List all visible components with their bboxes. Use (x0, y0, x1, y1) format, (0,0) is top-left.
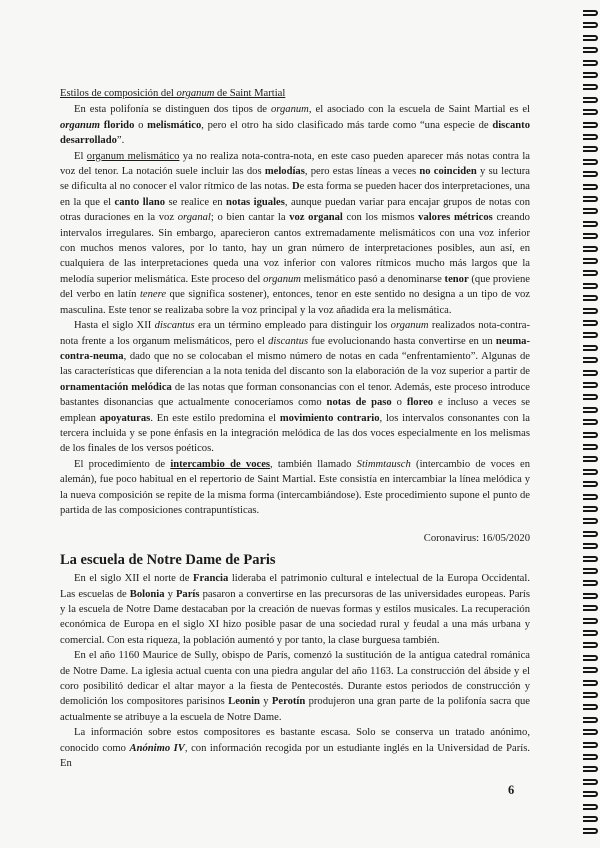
page-content (60, 86, 530, 771)
binding-ring (583, 667, 598, 673)
binding-ring (583, 729, 598, 735)
binding-ring (583, 717, 598, 723)
binding-ring (583, 593, 598, 599)
binding-ring (583, 332, 598, 338)
binding-ring (583, 208, 598, 214)
binding-ring (583, 630, 598, 636)
paragraph-organum-melismatico: El organum melismático ya no realiza nota-contra-nota, en este caso pueden aparecer más notas contra la voz del tenor. La notación suele incluir las dos melodías, pero estas líneas a veces no coinciden y su lectura se dificulta al no conocer el valor rítmico de las notas. De esta forma se pueden hacer dos interpretaciones, una en la que el canto llano se realice en notas iguales, aunque puedan variar para encajar grupos de notas con otras duraciones en la voz organal; o bien cantar la voz organal con los mismos valores métricos creando intervalos irregulares. Sin embargo, aparecieron cantos extremadamente melismáticos con una voz inferior con muchos menos valores, por lo tanto, hay un gran número de interpretaciones posibles, aun así, en cualquiera de las interpretaciones queda una voz inferior con valores rítmicos mucho más largos que la melodía superior melismática. Este proceso del organum melismático pasó a denominarse tenor (que proviene del verbo en latín tenere que significa sostener), entonces, tenor en este sentido no designa a un tipo de voz masculina. Este tenor se realizaba sobre la voz principal y la voz añadida era la melismática. (60, 150, 530, 316)
binding-ring (583, 704, 598, 710)
binding-ring (583, 122, 598, 128)
binding-ring (583, 766, 598, 772)
binding-ring (583, 22, 598, 28)
binding-ring (583, 233, 598, 239)
binding-ring (583, 283, 598, 289)
binding-ring (583, 184, 598, 190)
binding-ring (583, 171, 598, 177)
binding-ring (583, 308, 598, 314)
binding-ring (583, 816, 598, 822)
binding-ring (583, 568, 598, 574)
binding-ring (583, 456, 598, 462)
binding-ring (583, 543, 598, 549)
binding-ring (583, 494, 598, 500)
binding-ring (583, 221, 598, 227)
paragraph-francia: En el siglo XII el norte de Francia lideraba el patrimonio cultural e intelectual de la Europa Occidental. Las escuelas de Bolonia y París pasaron a convertirse en las precursoras de las universidades europeas. París y la escuela de Notre Dame destacaban por la creación de nuevas formas y estilos musicales. La recuperación económica de Europa en el siglo XI hizo posible pasar de una sociedad rural y feudal a una más urbana y comercial. Con esta riqueza, la población aumentó y por tanto, la clase burguesa también. (60, 573, 530, 646)
binding-ring (583, 432, 598, 438)
binding-ring (583, 97, 598, 103)
paragraph-maurice-de-sully: En el año 1160 Maurice de Sully, obispo de París, comenzó la sustitución de la antigua catedral románica de Notre Dame. La iglesia actual cuenta con una piedra angular del año 1163. La construcción del ábside y el coro posibilitó dedicar el altar mayor a la fiesta de Pentecostés. Durante estos periodos de construcción y demolición los compositores parisinos Leonin y Perotín produjeron una gran parte de la polifonía sacra que actualmente se atribuye a la escuela de Notre Dame. (60, 650, 530, 723)
binding-ring (583, 258, 598, 264)
binding-ring (583, 655, 598, 661)
binding-ring (583, 804, 598, 810)
binding-ring (583, 357, 598, 363)
binding-ring (583, 742, 598, 748)
binding-ring (583, 481, 598, 487)
binding-ring (583, 270, 598, 276)
binding-ring (583, 419, 598, 425)
binding-ring (583, 754, 598, 760)
binding-ring (583, 791, 598, 797)
binding-ring (583, 134, 598, 140)
binding-ring (583, 295, 598, 301)
binding-ring (583, 605, 598, 611)
binding-ring (583, 10, 598, 16)
section-heading-saint-martial: Estilos de composición del organum de Saint Martial (60, 88, 286, 99)
binding-ring (583, 196, 598, 202)
spiral-binding (580, 0, 600, 848)
binding-ring (583, 469, 598, 475)
paragraph-intercambio-voces: El procedimiento de intercambio de voces, también llamado Stimmtausch (intercambio de voces en alemán), fue poco habitual en el repertorio de Saint Martial. Este consistía en intercambiar la línea melódica y la nueva composición se repite de la misma forma (intercambiándose). Este procedimiento supone el punto de partida de las composiciones contrapuntísticas. (60, 458, 531, 516)
binding-ring (583, 642, 598, 648)
binding-ring (583, 779, 598, 785)
date-stamp: Coronavirus: 16/05/2020 (423, 533, 530, 545)
binding-ring (583, 345, 598, 351)
binding-ring (583, 692, 598, 698)
binding-ring (583, 828, 598, 834)
paragraph-organum-types: En esta polifonía se distinguen dos tipos de organum, el asociado con la escuela de Saint Martial es el organum florido o melismático, pero el otro ha sido clasificado más tarde como “una especie de discanto desarrollado”. (60, 104, 530, 147)
binding-ring (583, 109, 598, 115)
binding-ring (583, 556, 598, 562)
binding-ring (583, 84, 598, 90)
binding-ring (583, 518, 598, 524)
binding-ring (583, 618, 598, 624)
binding-ring (583, 60, 598, 66)
page-number: 6 (508, 783, 515, 797)
binding-ring (583, 407, 598, 413)
binding-ring (583, 72, 598, 78)
section-heading-notre-dame: La escuela de Notre Dame de Paris (60, 551, 276, 568)
binding-ring (583, 320, 598, 326)
paragraph-anonimo-iv: La información sobre estos compositores es bastante escasa. Solo se conserva un tratado anónimo, conocido como Anónimo IV, con información recogida por un estudiante inglés en la Universidad de París. En (60, 727, 530, 770)
binding-ring (583, 506, 598, 512)
binding-ring (583, 159, 598, 165)
binding-ring (583, 35, 598, 41)
binding-ring (583, 680, 598, 686)
binding-ring (583, 580, 598, 586)
binding-ring (583, 531, 598, 537)
binding-ring (583, 370, 598, 376)
binding-ring (583, 246, 598, 252)
paragraph-discantus: Hasta el siglo XII discantus era un término empleado para distinguir los organum realizados nota-contra-nota frente a los organum melismáticos, pero el discantus fue evolucionando hasta convertirse en un neuma-contra-neuma, dado que no se colocaban el mismo número de notas en cada “enfrentamiento”. Algunas de las características que diferencian a la nota tenida del discanto son la elaboración de la voz superior a partir de ornamentación melódica de las notas que forman consonancias con el tenor. Además, este proceso introduce bastantes disonancias que actualmente conoceríamos como notas de paso o floreo e incluso a veces se emplean apoyaturas. En este estilo predomina el movimiento contrario, los intervalos consonantes con la tercera incluida y se pone énfasis en la integración melódica de las dos voces especialmente en los melismas de los finales de los versos poéticos. (60, 320, 531, 455)
binding-ring (583, 444, 598, 450)
binding-ring (583, 394, 598, 400)
binding-ring (583, 382, 598, 388)
binding-ring (583, 146, 598, 152)
binding-ring (583, 47, 598, 53)
